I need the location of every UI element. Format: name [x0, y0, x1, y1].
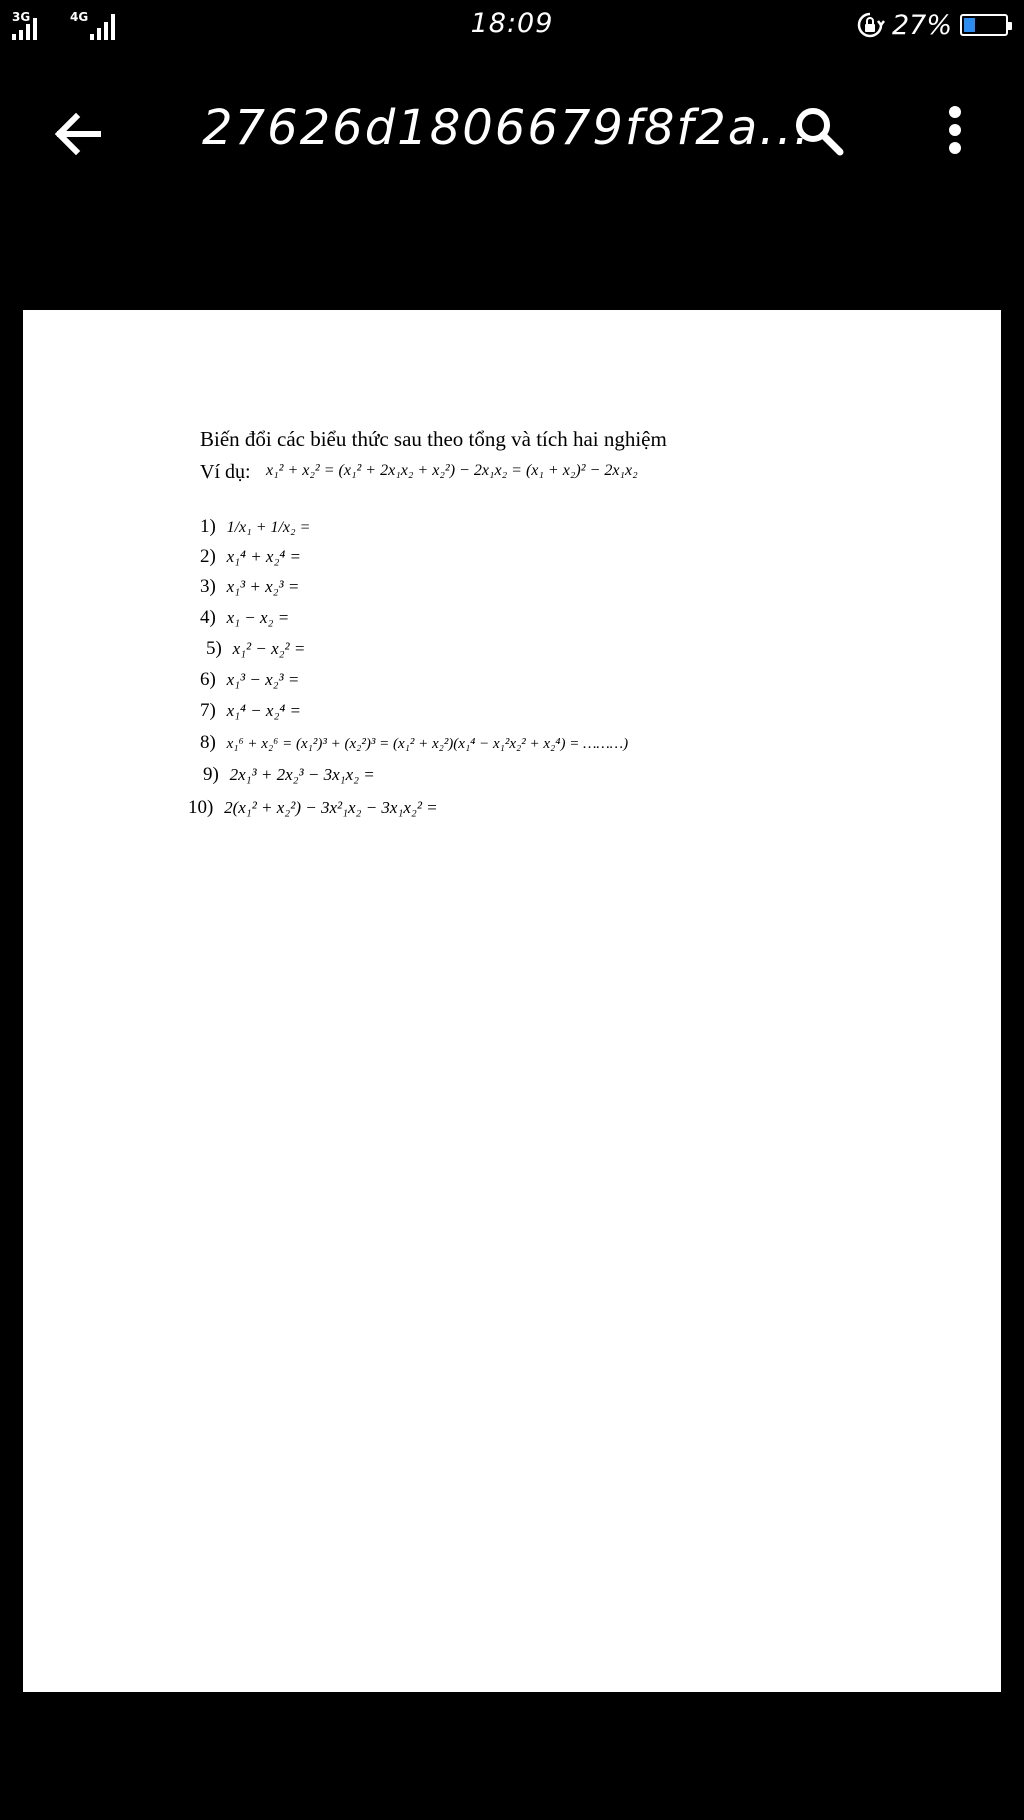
document-page[interactable]	[23, 310, 1001, 1692]
rotation-lock-icon	[856, 11, 884, 39]
list-item	[200, 607, 289, 629]
list-item	[200, 576, 299, 598]
item-expression: x₁⁶ + x₂⁶ = (x₁²)³ + (x₂²)³ = (x₁² + x₂²)(x₁⁴ − x₁²x₂² + x₂⁴) = ………)	[226, 736, 629, 752]
document-title: 27626d1806679f8f2a...	[202, 100, 811, 156]
item-number: 5)	[206, 638, 222, 659]
item-number: 10)	[188, 797, 214, 818]
network-label-3g: 3G	[12, 10, 31, 24]
list-item	[200, 732, 628, 754]
list-item	[200, 669, 299, 691]
list-item	[200, 700, 301, 722]
item-number: 3)	[200, 576, 216, 597]
list-item	[200, 516, 310, 538]
item-expression: x₁³ − x₂³ =	[226, 670, 300, 689]
list-item	[188, 797, 438, 819]
item-expression: x₁³ + x₂³ =	[226, 577, 300, 596]
list-item	[206, 638, 305, 660]
document-heading: Biến đổi các biểu thức sau theo tổng và tích hai nghiệm	[200, 427, 667, 451]
battery-percent: 27%	[891, 9, 952, 41]
network-label-4g: 4G	[70, 10, 89, 24]
more-vertical-icon[interactable]	[935, 102, 975, 158]
item-expression: x₁ − x₂ =	[226, 608, 290, 627]
back-arrow-icon[interactable]	[50, 106, 106, 162]
item-expression: 1/x₁ + 1/x₂ =	[226, 519, 311, 536]
document-content	[23, 310, 1001, 830]
list-item	[200, 546, 301, 568]
item-expression: 2(x₁² + x₂²) − 3x²₁x₂ − 3x₁x₂² =	[224, 798, 438, 817]
item-expression: 2x₁³ + 2x₂³ − 3x₁x₂ =	[229, 765, 375, 784]
item-number: 7)	[200, 700, 216, 721]
search-icon[interactable]	[790, 102, 846, 158]
item-number: 6)	[200, 669, 216, 690]
item-expression: x₁² − x₂² =	[232, 639, 306, 658]
example-label: Ví dụ:	[200, 461, 251, 483]
item-number: 4)	[200, 607, 216, 628]
app-toolbar	[0, 90, 1024, 170]
item-expression: x₁⁴ − x₂⁴ =	[226, 701, 302, 720]
list-item	[203, 764, 375, 786]
item-expression: x₁⁴ + x₂⁴ =	[226, 547, 302, 566]
battery-icon	[960, 14, 1008, 36]
clock: 18:09	[470, 8, 554, 39]
status-bar	[0, 0, 1024, 50]
item-number: 2)	[200, 546, 216, 567]
example-formula: x₁² + x₂² = (x₁² + 2x₁x₂ + x₂²) − 2x₁x₂ = (x₁ + x₂)² − 2x₁x₂	[266, 462, 638, 479]
item-number: 8)	[200, 732, 216, 753]
item-number: 9)	[203, 764, 219, 785]
item-number: 1)	[200, 516, 216, 537]
